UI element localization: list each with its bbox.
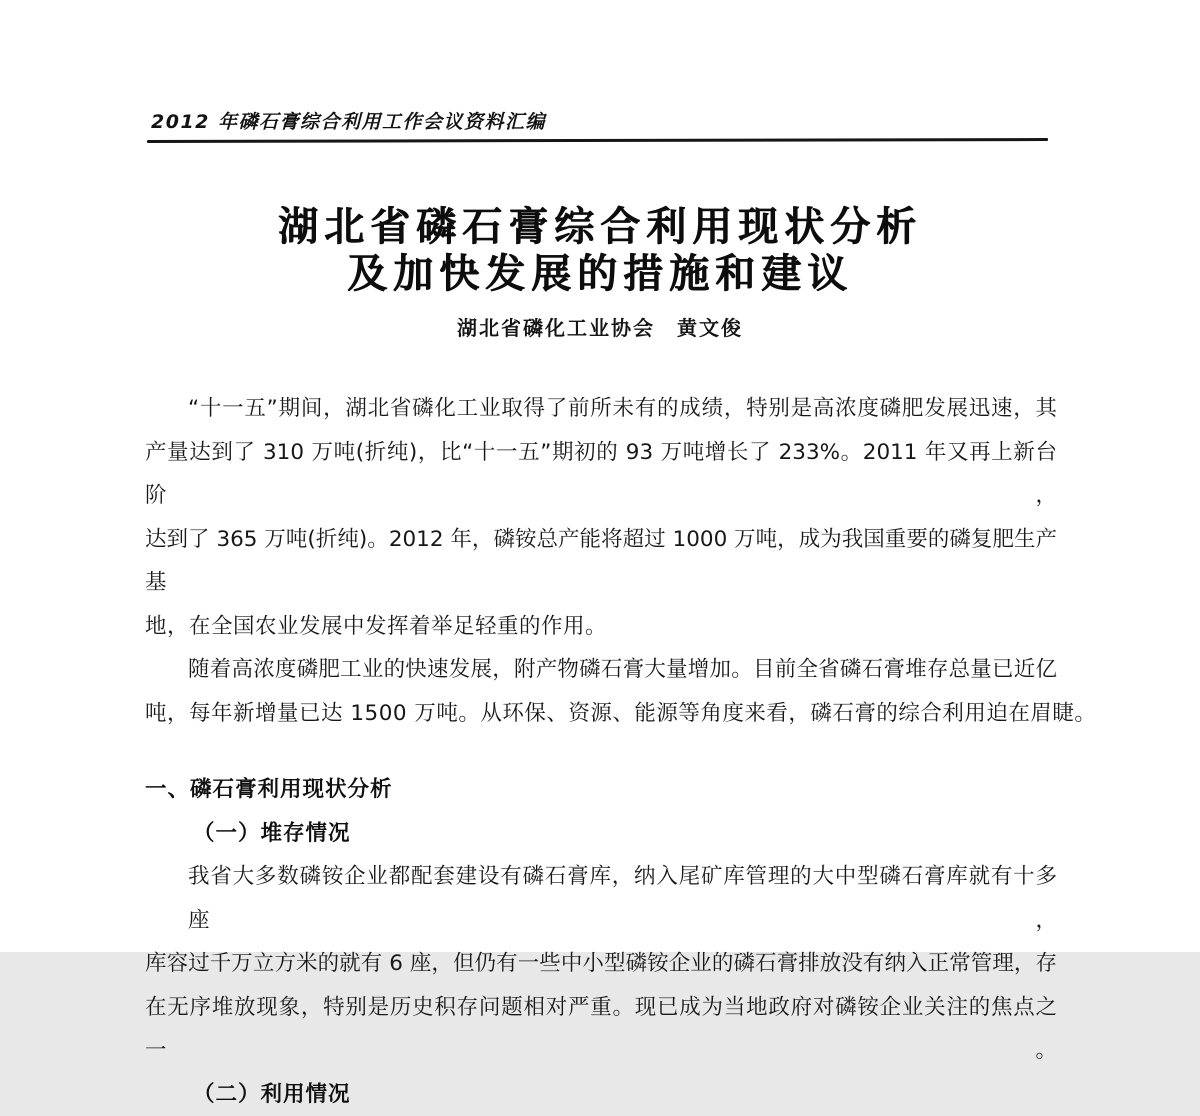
- paragraph-line: 在无序堆放现象，特别是历史积存问题相对严重。现已成为当地政府对磷铵企业关注的焦点之一。: [145, 986, 1057, 1073]
- subsection-heading-1-2: （二）利用情况: [145, 1073, 1057, 1116]
- body-text-column: [145, 387, 1057, 1116]
- subsection-heading-1-1: （一）堆存情况: [145, 812, 1057, 856]
- paragraph-storage-status: [145, 855, 1057, 1073]
- section-heading-1: 一、磷石膏利用现状分析: [145, 768, 1057, 812]
- paragraph-line: 吨，每年新增量已达 1500 万吨。从环保、资源、能源等角度来看，磷石膏的综合利用迫在眉睫。: [145, 692, 1057, 736]
- paragraph-line: 地，在全国农业发展中发挥着举足轻重的作用。: [145, 605, 1057, 649]
- author-byline: 湖北省磷化工业协会 黄文俊: [0, 312, 1200, 341]
- paragraph-intro-1: [145, 387, 1057, 648]
- document-title-line-2: 及加快发展的措施和建议: [0, 251, 1200, 298]
- paragraph-line: 产量达到了 310 万吨(折纯)，比“十一五”期初的 93 万吨增长了 233%。2011 年又再上新台阶，: [145, 431, 1057, 518]
- paragraph-line: 我省大多数磷铵企业都配套建设有磷石膏库，纳入尾矿库管理的大中型磷石膏库就有十多座，: [145, 855, 1057, 942]
- paragraph-intro-2: [145, 648, 1057, 735]
- paragraph-line: “十一五”期间，湖北省磷化工业取得了前所未有的成绩，特别是高浓度磷肥发展迅速，其: [145, 387, 1057, 431]
- paragraph-line: 随着高浓度磷肥工业的快速发展，附产物磷石膏大量增加。目前全省磷石膏堆存总量已近亿: [145, 648, 1057, 692]
- header-rule: [147, 138, 1048, 143]
- paragraph-line: 库容过千万立方米的就有 6 座，但仍有一些中小型磷铵企业的磷石膏排放没有纳入正常管理，存: [145, 942, 1057, 986]
- running-head: 2012 年磷石膏综合利用工作会议资料汇编: [151, 107, 546, 134]
- document-title: [0, 204, 1200, 298]
- paragraph-line: 达到了 365 万吨(折纯)。2012 年，磷铵总产能将超过 1000 万吨，成为我国重要的磷复肥生产基: [145, 518, 1057, 605]
- document-title-line-1: 湖北省磷石膏综合利用现状分析: [0, 204, 1200, 251]
